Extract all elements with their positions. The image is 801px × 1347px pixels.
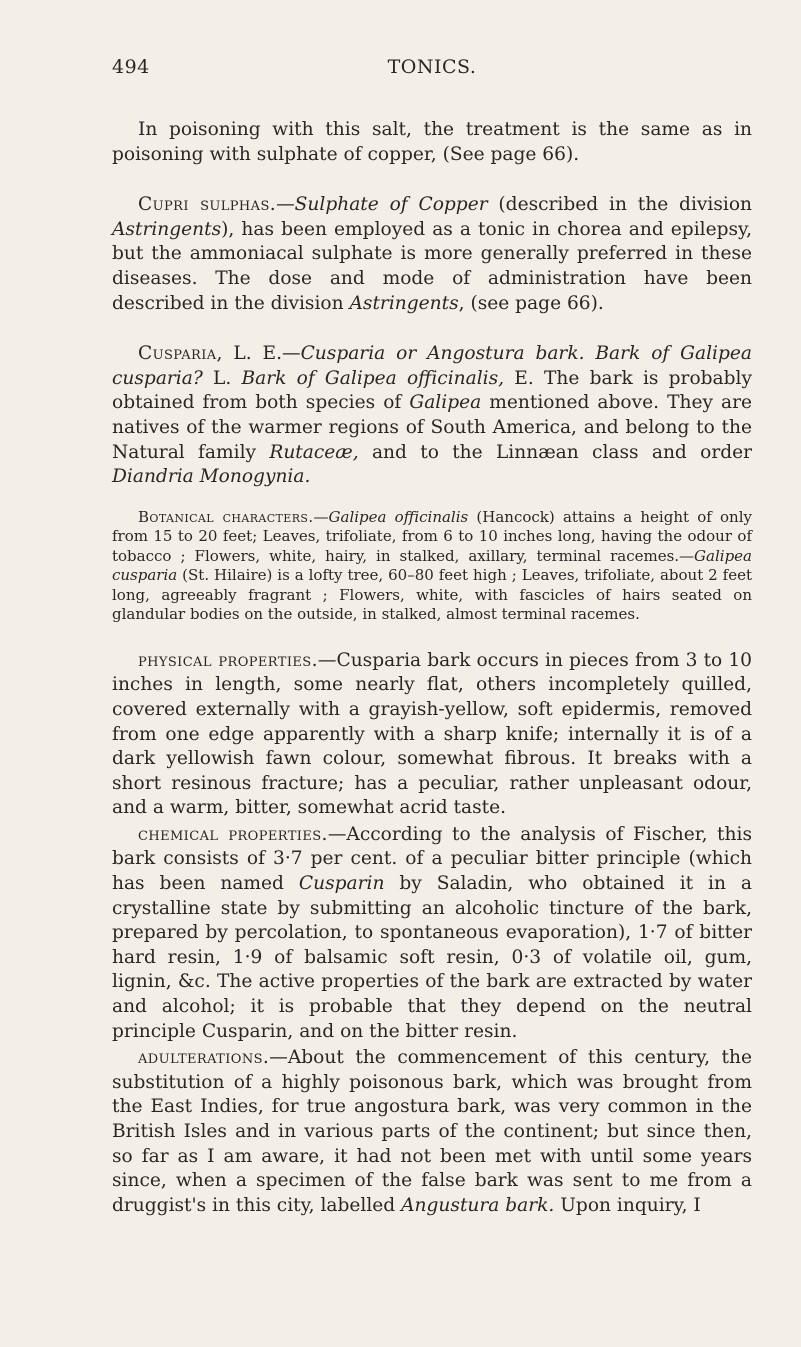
paragraph-botanical-characters — [112, 508, 752, 625]
italic-term: Galipea cusparia — [112, 546, 752, 585]
italic-term: Cusparia or Angostura bark. Bark of Galipea cusparia? — [112, 343, 752, 389]
paragraph-chemical-properties — [112, 823, 752, 1044]
paragraph-cupri-sulphas — [112, 193, 752, 316]
text-run: Upon inquiry, I — [554, 1194, 701, 1216]
text-run: (Hancock) attains a height of only from 15 to 20 feet; Leaves, trifoliate, from 6 to 10 inches long, having the odour of tobacco ; Flowers, white, hairy, in stalked, axillary, terminal racemes.— — [112, 507, 752, 565]
text-run: by Saladin, who obtained it in a crystalline state by submitting an alcoholic tincture of the bark, prepared by percolation, to spontaneous evaporation), 1·7 of bitter hard resin, 1·9 of balsamic soft resin, 0·3 of volatile oil, gum, lignin, &c. The active properties of the bark are extracted by water and alcohol; it is probable that they depend on the neutral principle Cusparin, and on the bitter resin. — [112, 873, 752, 1042]
text-run: (described in the division — [487, 194, 752, 216]
italic-term: Galipea officinalis — [328, 507, 469, 526]
running-title: TONICS. — [387, 56, 477, 78]
entry-heading-cupri-sulphas: Cupri sulphas. — [138, 194, 277, 216]
italic-term: Bark of Galipea officinalis, — [241, 367, 505, 389]
section-heading-adulterations: adulterations. — [138, 1047, 270, 1069]
running-header — [112, 56, 752, 86]
text-run: L. — [202, 367, 242, 389]
paragraph-physical-properties — [112, 649, 752, 821]
text-run: (St. Hilaire) is a lofty tree, 60–80 feet high ; Leaves, trifoliate, about 2 feet long, agreeably fragrant ; Flowers, white, with fascicles of hairs seated on glandular bodies on the outside, in stalked, almost terminal racemes. — [112, 566, 752, 624]
text-run: , L. E.— — [216, 343, 301, 365]
italic-term: Astringents — [112, 218, 222, 240]
text-run: —About the commencement of this century, the substitution of a highly poisonous bark, which was brought from the East Indies, for true angostura bark, was very common in the British Isles and in various parts of the continent; but since then, so far as I am aware, it had not been met with until some years since, when a specimen of the false bark was sent to me from a druggist's in this city, labelled — [112, 1047, 752, 1216]
section-heading-chemical: chemical properties. — [138, 823, 328, 845]
paragraph-poisoning: In poisoning with this salt, the treatment is the same as in poisoning with sulphate of copper, (See page 66). — [112, 119, 752, 165]
italic-term: Diandria Monogynia. — [112, 466, 311, 488]
section-heading-botanical: Botanical characters. — [138, 507, 314, 526]
text-run: —Cusparia bark occurs in pieces from 3 to 10 inches in length, some nearly flat, others incompletely quilled, covered externally with a grayish-yellow, soft epidermis, removed from one edge apparently with a sharp knife; internally it is of a dark yellowish fawn colour, somewhat fibrous. It breaks with a short resinous fracture; has a peculiar, rather unpleasant odour, and a warm, bitter, somewhat acrid taste. — [112, 649, 753, 819]
text-run: E. The bark is probably obtained from both species of — [112, 367, 752, 414]
italic-term: Galipea — [409, 392, 482, 414]
italic-term: Rutaceæ, — [269, 441, 359, 463]
text-run: ), has been employed as a tonic in chorea and epilepsy, but the ammoniacal sulphate is more generally preferred in these diseases. The dose and mode of administration have been described in the division — [112, 218, 752, 314]
text-run: and to the Linnæan class and order — [358, 441, 752, 463]
entry-heading-cusparia: Cusparia — [138, 343, 217, 365]
text-run: —According to the analysis of Fischer, this bark consists of 3·7 per cent. of a peculiar bitter principle (which has been named — [112, 823, 752, 895]
text-run: mentioned above. They are natives of the warmer regions of South America, and belong to the Natural family — [112, 392, 752, 463]
italic-term: Sulphate of Copper — [294, 194, 488, 216]
paragraph-cusparia — [112, 342, 752, 490]
dash: — — [276, 194, 295, 216]
text-run: , (see page 66). — [458, 292, 604, 314]
italic-term: Astringents — [349, 292, 459, 314]
italic-term: Angustura bark. — [401, 1194, 555, 1216]
page-number: 494 — [112, 56, 150, 78]
italic-term: Cusparin — [298, 873, 385, 895]
paragraph-adulterations — [112, 1046, 752, 1218]
body-text — [112, 118, 752, 1218]
section-heading-physical: physical properties. — [138, 649, 318, 671]
dash: — — [313, 507, 329, 526]
